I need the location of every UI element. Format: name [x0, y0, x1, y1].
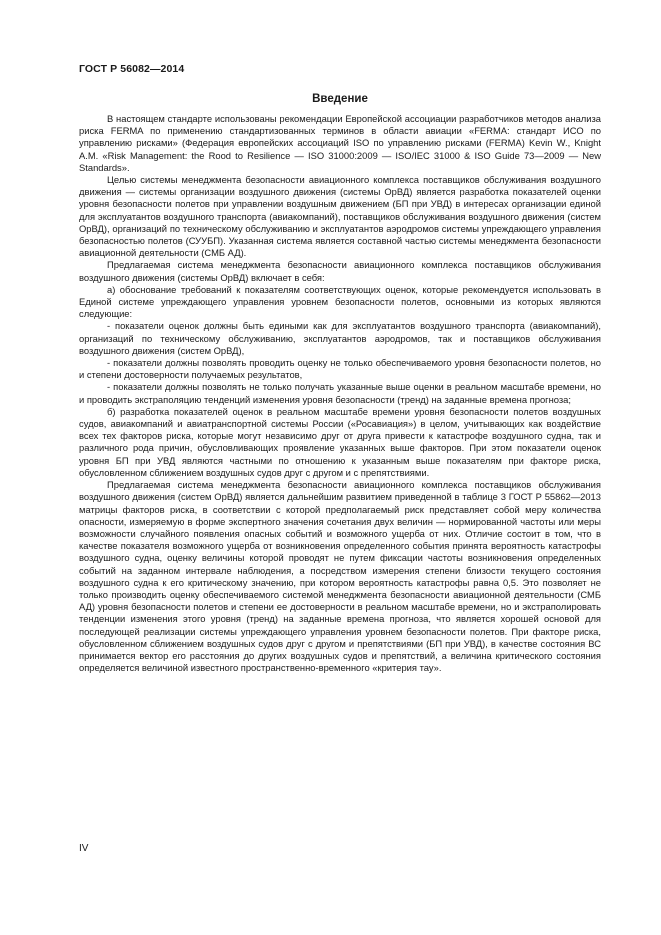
paragraph-development: Предлагаемая система менеджмента безопасности авиационного комплекса поставщиков обслуживания воздушного движения (систем ОрВД) является дальнейшим развитием приведенной в таблице 3 ГОСТ Р 55862—2013 матрицы факторов риска, в соответствии с которой предполагаемый риск представляет собой меру количества опасности, измеряемую в форме экспертного значения сочетания двух величин — нормированной частоты или меры возможности случайного появления опасных событий и возможного ущерба от них. Отличие состоит в том, что в качестве показателя возможного ущерба от возникновения определенного события принята вероятность катастрофы воздушного судна, оценку величины которой проводят не путем фиксации частоты возникновения определенных событий на заданном интервале наблюдения, а посредством измерения степени близости текущего состояния воздушного судна к его критическому значению, при котором вероятность катастрофы равна 0,5. Это позволяет не только производить оценку обеспечиваемого системой менеджмента безопасности авиационной деятельности (СМБ АД) уровня безопасности полетов и степени ее достоверности в реальном масштабе времени, но и экстраполировать тенденции изменения этого уровня (тренд) на заданные времена прогноза, что является хорошей основой для последующей реализации системы упреждающего управления уровнем безопасности полетов. При факторе риска, обусловленном сближением воздушных судов друг с другом и препятствиями (БП при УВД), в качестве состояния ВС принимается вектор его расстояния до других воздушных судов и препятствий, а величина критического состояния определяется величиной известного пространственно-временного «критерия тау».	[79, 479, 601, 674]
paragraph-item-a: а) обоснование требований к показателям соответствующих оценок, которые рекомендуется использовать в Единой системе упреждающего управления уровнем безопасности полетов, основными из которых являются следующие:	[79, 283, 601, 320]
paragraph-item-b: б) разработка показателей оценок в реальном масштабе времени уровня безопасности полетов воздушных судов, авиакомпаний и авиатранспортной системы России («Росавиация») в целом, учитывающих как воздействие всех тех факторов риска, которые могут независимо друг от друга привести к катастрофе воздушного судна, так и различного рода причин, обусловливающих проявление указанных выше факторов. При этом показатели оценок уровня БП при УВД являются частными по отношению к указанным выше показателям при факторе риска, обусловленном сближением воздушных судов друг с другом и с препятствиями.	[79, 405, 601, 478]
paragraph-bullet-2: - показатели должны позволять проводить оценку не только обеспечиваемого уровня безопасности полетов, но и степени достоверности получаемых результатов,	[79, 357, 601, 381]
paragraph-bullet-1: - показатели оценок должны быть едиными как для эксплуатантов воздушного транспорта (авиакомпаний), организаций по техническому обслуживанию, эксплуатантов аэродромов, так и поставщиков обслуживания воздушного движения (систем ОрВД),	[79, 320, 601, 356]
paragraph-goal: Целью системы менеджмента безопасности авиационного комплекса поставщиков обслуживания воздушного движения — системы организации воздушного движения (системы ОрВД) является разработка показателей оценки уровня безопасности полетов при управлении воздушным движением (БП при УВД) в интересах организации единой для эксплуатантов воздушного транспорта (авиакомпаний), поставщиков обслуживания воздушного движения (систем ОрВД), организаций по техническому обслуживанию и эксплуатантов аэродромов системы упреждающего управления безопасностью полетов (СУУБП). Указанная система является составной частью системы менеджмента безопасности авиационной деятельности (СМБ АД).	[79, 174, 601, 259]
body-text	[79, 113, 601, 674]
page-number: IV	[79, 843, 89, 854]
paragraph-includes: Предлагаемая система менеджмента безопасности авиационного комплекса поставщиков обслуживания воздушного движения (системы ОрВД) включает в себя:	[79, 259, 601, 283]
section-title: Введение	[312, 93, 368, 105]
paragraph-intro: В настоящем стандарте использованы рекомендации Европейской ассоциации разработчиков методов анализа риска FERMA по применению стандартизованных терминов в области авиации «FERMA: стандарт ИСО по управлению рисками» (Федерация европейских ассоциаций ISO по управлению рисками (FERMA) Kevin W., Knight A.M. «Risk Management: the Rood to Resilience — ISO 31000:2009 — ISO/IEC 31000 & ISO Guide 73—2009 — New Standards».	[79, 113, 601, 173]
paragraph-bullet-3: - показатели должны позволять не только получать указанные выше оценки в реальном масштабе времени, но и проводить экстраполяцию тенденций изменения уровня безопасности (тренд) на заданные времена прогноза;	[79, 381, 601, 405]
document-header: ГОСТ Р 56082—2014	[79, 63, 185, 75]
